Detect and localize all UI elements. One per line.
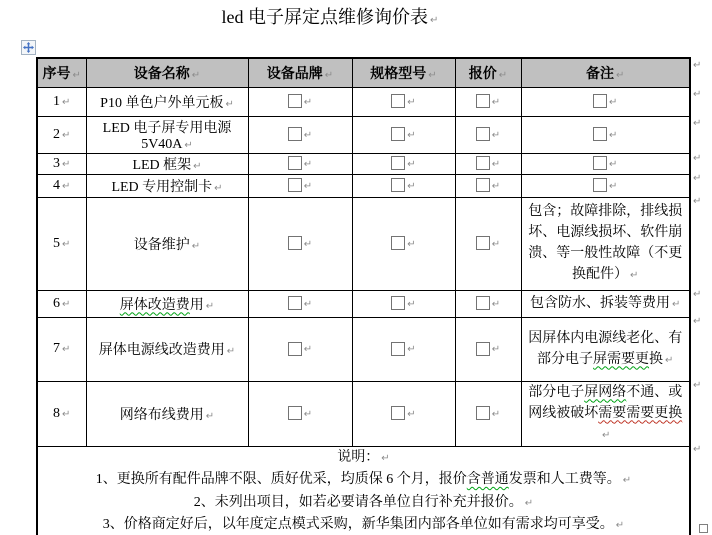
pilcrow-icon: ↵ xyxy=(430,15,439,26)
pilcrow-icon: ↵ xyxy=(615,520,625,531)
text-run: 发票和人工费等。 xyxy=(508,472,621,487)
pilcrow-icon: ↵ xyxy=(602,429,611,441)
checkbox-box[interactable] xyxy=(476,94,490,108)
empty-checkbox[interactable] xyxy=(391,406,415,421)
pilcrow-icon: ↵ xyxy=(407,158,416,170)
pilcrow-icon: ↵ xyxy=(672,298,681,310)
pilcrow-icon: ↵ xyxy=(62,96,71,108)
table-row xyxy=(37,116,690,153)
checkbox-box[interactable] xyxy=(391,156,405,170)
cell-device-name xyxy=(86,116,248,153)
col-header-label: 设备名称 xyxy=(133,66,190,82)
text-run: 1、更换所有配件品牌不限、质好优采，均质保 6 个月，报价 xyxy=(95,472,467,487)
pilcrow-icon: ↵ xyxy=(609,96,618,108)
col-header-label: 序号 xyxy=(42,66,71,82)
text-run: P10 单色户外单元板 xyxy=(100,95,224,111)
cell-device-name xyxy=(86,87,248,116)
text-run: 不通、或网线被破坏 xyxy=(528,384,683,421)
text-run: 屏网络 xyxy=(584,384,627,400)
pilcrow-icon: ↵ xyxy=(616,69,625,81)
cell-seq xyxy=(37,153,86,174)
pilcrow-icon: ↵ xyxy=(226,346,236,357)
pilcrow-icon: ↵ xyxy=(609,180,618,192)
cell-spec xyxy=(352,87,455,116)
cell-device-name xyxy=(86,381,248,446)
cell-brand xyxy=(248,153,352,174)
cell-device-name xyxy=(86,174,248,197)
pilcrow-icon: ↵ xyxy=(693,60,702,71)
pilcrow-icon: ↵ xyxy=(407,96,416,108)
seq-number: 3 xyxy=(53,155,61,171)
pilcrow-icon: ↵ xyxy=(491,129,501,141)
empty-checkbox[interactable] xyxy=(391,156,415,171)
col-header-4 xyxy=(455,58,521,87)
seq-number: 2 xyxy=(53,126,61,142)
pilcrow-icon: ↵ xyxy=(303,344,313,355)
text-run: LED 框架 xyxy=(132,157,192,173)
checkbox-box[interactable] xyxy=(476,406,490,420)
cell-remark xyxy=(521,116,690,153)
pilcrow-icon: ↵ xyxy=(303,158,313,170)
checkbox-box[interactable] xyxy=(391,236,405,250)
col-header-3 xyxy=(352,58,455,87)
pilcrow-icon: ↵ xyxy=(62,298,71,310)
text-run: 包含；故障排除，排线损坏、电源线损坏、软件崩溃、等一般性故障（不更换配件） xyxy=(528,204,683,282)
pilcrow-icon: ↵ xyxy=(381,452,390,464)
pilcrow-icon: ↵ xyxy=(407,408,416,420)
pilcrow-icon: ↵ xyxy=(609,129,618,141)
cell-price xyxy=(455,174,521,197)
pilcrow-icon: ↵ xyxy=(191,240,201,252)
pilcrow-icon: ↵ xyxy=(303,180,313,192)
seq-number: 4 xyxy=(53,177,61,193)
pilcrow-icon: ↵ xyxy=(214,182,223,194)
pilcrow-icon: ↵ xyxy=(407,298,416,310)
empty-checkbox[interactable] xyxy=(288,406,312,421)
pilcrow-icon: ↵ xyxy=(62,180,71,192)
title-text: led 电子屏定点维修询价表 xyxy=(221,7,429,27)
table-row xyxy=(37,153,690,174)
pilcrow-icon: ↵ xyxy=(622,475,632,486)
pilcrow-icon: ↵ xyxy=(303,408,313,420)
table-row xyxy=(37,317,690,381)
checkbox-box[interactable] xyxy=(476,178,490,192)
empty-checkbox[interactable] xyxy=(391,296,415,311)
checkbox-box[interactable] xyxy=(593,94,607,108)
notes-line xyxy=(40,492,687,515)
empty-checkbox[interactable] xyxy=(288,94,312,109)
pilcrow-icon: ↵ xyxy=(693,289,702,300)
checkbox-box[interactable] xyxy=(593,127,607,141)
empty-checkbox[interactable] xyxy=(288,296,312,311)
text-run: 换 xyxy=(649,351,664,367)
text-run: 包含防水、拆装等费用 xyxy=(530,295,671,311)
cell-remark xyxy=(521,381,690,446)
pilcrow-icon: ↵ xyxy=(62,408,71,420)
checkbox-box[interactable] xyxy=(476,342,490,356)
text-run: 2、未列出项目，如若必要请各单位自行补充并报价。 xyxy=(193,494,523,510)
empty-checkbox[interactable] xyxy=(391,94,415,109)
empty-checkbox[interactable] xyxy=(476,406,500,421)
checkbox-box[interactable] xyxy=(391,178,405,192)
pilcrow-icon: ↵ xyxy=(72,69,81,81)
pilcrow-icon: ↵ xyxy=(62,238,71,250)
pilcrow-icon: ↵ xyxy=(491,298,501,310)
empty-checkbox[interactable] xyxy=(476,341,500,356)
cell-brand xyxy=(248,317,352,381)
checkbox-box[interactable] xyxy=(391,342,405,356)
notes-cell xyxy=(37,446,690,535)
cell-brand xyxy=(248,290,352,317)
empty-checkbox[interactable] xyxy=(593,156,617,171)
cell-price xyxy=(455,317,521,381)
text-run: 屏体电源线改造费用 xyxy=(98,343,225,358)
seq-number: 7 xyxy=(53,341,61,356)
checkbox-box[interactable] xyxy=(288,156,302,170)
cell-price xyxy=(455,153,521,174)
text-run: 屏体改造费 xyxy=(119,297,190,313)
cell-remark xyxy=(521,153,690,174)
cell-price xyxy=(455,87,521,116)
text-run: 需要需要更换 xyxy=(598,405,683,421)
empty-checkbox[interactable] xyxy=(593,127,617,142)
pilcrow-icon: ↵ xyxy=(665,354,674,366)
pilcrow-icon: ↵ xyxy=(491,96,501,108)
col-header-label: 备注 xyxy=(586,66,615,82)
col-header-5 xyxy=(521,58,690,87)
pilcrow-icon: ↵ xyxy=(693,196,702,207)
pilcrow-icon: ↵ xyxy=(693,316,702,327)
checkbox-box[interactable] xyxy=(288,94,302,108)
empty-checkbox[interactable] xyxy=(593,94,617,109)
col-header-2 xyxy=(248,58,352,87)
cell-seq xyxy=(37,174,86,197)
seq-number: 1 xyxy=(53,93,61,109)
empty-checkbox[interactable] xyxy=(391,236,415,251)
pilcrow-icon: ↵ xyxy=(191,69,201,81)
inquiry-table xyxy=(36,57,691,535)
cell-remark xyxy=(521,290,690,317)
col-header-label: 规格型号 xyxy=(370,66,427,82)
pilcrow-icon: ↵ xyxy=(324,69,334,81)
checkbox-box[interactable] xyxy=(476,296,490,310)
pilcrow-icon: ↵ xyxy=(62,129,71,141)
notes-line xyxy=(40,447,687,470)
empty-checkbox[interactable] xyxy=(391,127,415,142)
text-run: 网络布线费用 xyxy=(119,407,204,423)
pilcrow-icon: ↵ xyxy=(491,180,501,192)
cell-spec xyxy=(352,116,455,153)
notes-line xyxy=(40,469,687,492)
checkbox-box[interactable] xyxy=(391,127,405,141)
seq-number: 6 xyxy=(53,295,61,311)
empty-checkbox[interactable] xyxy=(476,156,500,171)
empty-checkbox[interactable] xyxy=(476,236,500,251)
pilcrow-icon: ↵ xyxy=(62,158,71,170)
pilcrow-icon: ↵ xyxy=(491,408,501,420)
seq-number: 5 xyxy=(53,235,61,251)
checkbox-box[interactable] xyxy=(593,156,607,170)
pilcrow-icon: ↵ xyxy=(491,158,501,170)
cell-brand xyxy=(248,174,352,197)
checkbox-box[interactable] xyxy=(391,94,405,108)
text-run: 3、价格商定好后，以年度定点模式采购，新华集团内部各单位如有需求均可享受。 xyxy=(102,517,614,532)
pilcrow-icon: ↵ xyxy=(491,344,501,355)
cell-spec xyxy=(352,381,455,446)
table-row xyxy=(37,197,690,290)
pilcrow-icon: ↵ xyxy=(693,118,702,129)
cell-brand xyxy=(248,381,352,446)
checkbox-box[interactable] xyxy=(288,127,302,141)
cell-brand xyxy=(248,87,352,116)
empty-checkbox[interactable] xyxy=(476,94,500,109)
pilcrow-icon: ↵ xyxy=(630,270,639,281)
seq-number: 8 xyxy=(53,405,61,421)
cell-spec xyxy=(352,317,455,381)
text-run: 含普通 xyxy=(466,472,509,487)
pilcrow-icon: ↵ xyxy=(693,153,702,164)
text-run: 因屏体内电源线老化、有部分电子 xyxy=(528,330,683,367)
col-header-1 xyxy=(86,58,248,87)
checkbox-box[interactable] xyxy=(288,296,302,310)
text-run: 用 xyxy=(189,297,204,313)
checkbox-box[interactable] xyxy=(288,406,302,420)
cell-price xyxy=(455,197,521,290)
pilcrow-icon: ↵ xyxy=(407,129,416,141)
cell-remark xyxy=(521,197,690,290)
empty-checkbox[interactable] xyxy=(391,341,415,356)
pilcrow-icon: ↵ xyxy=(498,69,508,81)
pilcrow-icon: ↵ xyxy=(184,139,193,151)
checkbox-box[interactable] xyxy=(476,236,490,250)
move-arrows-glyph xyxy=(23,42,34,53)
cell-seq xyxy=(37,290,86,317)
pilcrow-icon: ↵ xyxy=(693,444,702,455)
empty-checkbox[interactable] xyxy=(288,341,312,356)
text-run: LED 专用控制卡 xyxy=(111,179,213,195)
checkbox-box[interactable] xyxy=(288,178,302,192)
empty-checkbox[interactable] xyxy=(288,127,312,142)
pilcrow-icon: ↵ xyxy=(407,344,416,355)
pilcrow-icon: ↵ xyxy=(205,300,215,312)
pilcrow-icon: ↵ xyxy=(693,89,702,100)
cell-price xyxy=(455,116,521,153)
text-run: LED 电子屏专用电源 5V40A xyxy=(102,120,232,152)
checkbox-box[interactable] xyxy=(391,296,405,310)
pilcrow-icon: ↵ xyxy=(693,173,702,184)
cell-seq xyxy=(37,197,86,290)
pilcrow-icon: ↵ xyxy=(193,160,202,172)
checkbox-box[interactable] xyxy=(288,236,302,250)
cell-price xyxy=(455,381,521,446)
cell-spec xyxy=(352,153,455,174)
cell-seq xyxy=(37,317,86,381)
col-header-label: 设备品牌 xyxy=(266,66,323,82)
checkbox-box[interactable] xyxy=(391,406,405,420)
empty-checkbox[interactable] xyxy=(391,178,415,193)
cell-spec xyxy=(352,197,455,290)
table-move-icon[interactable] xyxy=(21,40,36,55)
cell-price xyxy=(455,290,521,317)
text-run: 设备维护 xyxy=(133,237,190,253)
cell-remark xyxy=(521,174,690,197)
empty-checkbox[interactable] xyxy=(288,178,312,193)
pilcrow-icon: ↵ xyxy=(303,129,313,141)
cell-remark xyxy=(521,87,690,116)
pilcrow-icon: ↵ xyxy=(303,298,313,310)
pilcrow-icon: ↵ xyxy=(693,380,702,391)
pilcrow-icon: ↵ xyxy=(303,238,313,250)
pilcrow-icon: ↵ xyxy=(524,497,534,509)
cell-seq xyxy=(37,87,86,116)
text-run: 部分电子 xyxy=(528,384,585,400)
page-title xyxy=(0,5,660,33)
empty-checkbox[interactable] xyxy=(288,236,312,251)
pilcrow-icon: ↵ xyxy=(407,238,416,250)
table-row xyxy=(37,87,690,116)
pilcrow-icon: ↵ xyxy=(62,344,71,355)
cell-device-name xyxy=(86,153,248,174)
empty-checkbox[interactable] xyxy=(288,156,312,171)
cell-spec xyxy=(352,290,455,317)
empty-checkbox[interactable] xyxy=(476,178,500,193)
notes-row xyxy=(37,446,690,535)
cell-seq xyxy=(37,381,86,446)
text-run: 说明： xyxy=(337,449,380,465)
empty-checkbox[interactable] xyxy=(593,178,617,193)
cell-brand xyxy=(248,116,352,153)
text-run: 屏需要更 xyxy=(593,351,650,367)
pilcrow-icon: ↵ xyxy=(609,158,618,170)
cell-device-name xyxy=(86,197,248,290)
empty-checkbox[interactable] xyxy=(476,127,500,142)
table-row xyxy=(37,381,690,446)
table-row xyxy=(37,290,690,317)
pilcrow-icon: ↵ xyxy=(407,180,416,192)
col-header-0 xyxy=(37,58,86,87)
empty-checkbox[interactable] xyxy=(476,296,500,311)
table-row xyxy=(37,174,690,197)
col-header-label: 报价 xyxy=(468,66,497,82)
cell-remark xyxy=(521,317,690,381)
pilcrow-icon: ↵ xyxy=(303,96,313,108)
cell-brand xyxy=(248,197,352,290)
table-resize-icon[interactable] xyxy=(699,524,708,533)
checkbox-box[interactable] xyxy=(593,178,607,192)
pilcrow-icon: ↵ xyxy=(428,69,437,81)
cell-spec xyxy=(352,174,455,197)
cell-device-name xyxy=(86,317,248,381)
checkbox-box[interactable] xyxy=(476,127,490,141)
checkbox-box[interactable] xyxy=(288,342,302,356)
notes-line xyxy=(40,514,687,535)
pilcrow-icon: ↵ xyxy=(205,410,215,422)
cell-seq xyxy=(37,116,86,153)
checkbox-box[interactable] xyxy=(476,156,490,170)
cell-device-name xyxy=(86,290,248,317)
pilcrow-icon: ↵ xyxy=(491,238,501,250)
pilcrow-icon: ↵ xyxy=(225,98,234,110)
